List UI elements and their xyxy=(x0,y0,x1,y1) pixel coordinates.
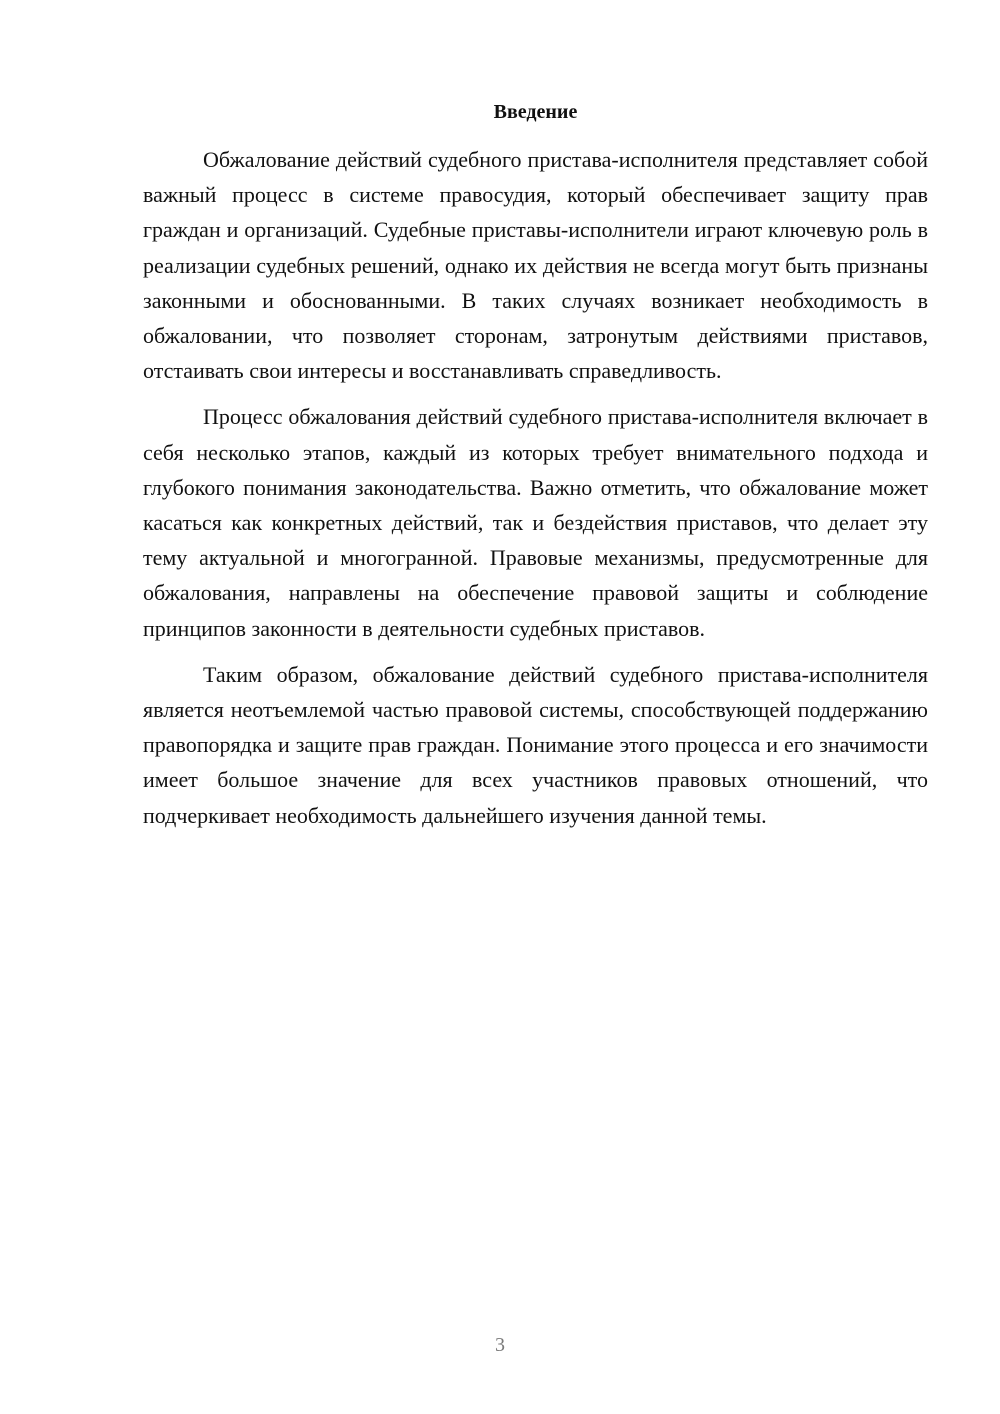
page-number: 3 xyxy=(495,1334,505,1356)
section-title: Введение xyxy=(493,101,578,123)
paragraph-2: Процесс обжалования действий судебного пристава-исполнителя включает в себя несколько этапов, каждый из которых требует внимательного подхода и глубокого понимания законодательства. Важно отметить, что обжалование может касаться как конкретных действий, так и бездействия приставов, что делает эту тему актуальной и многогранной. Правовые механизмы, предусмотренные для обжалования, направлены на обеспечение правовой защиты и соблюдение принципов законности в деятельности судебных приставов. xyxy=(143,404,928,641)
paragraph-1: Обжалование действий судебного пристава-исполнителя представляет собой важный процесс в системе правосудия, который обеспечивает защиту прав граждан и организаций. Судебные приставы-исполнители играют ключевую роль в реализации судебных решений, однако их действия не всегда могут быть признаны законными и обоснованными. В таких случаях возникает необходимость в обжаловании, что позволяет сторонам, затронутым действиями приставов, отстаивать свои интересы и восстанавливать справедливость. xyxy=(143,147,928,384)
page-content xyxy=(143,94,928,833)
paragraph-3: Таким образом, обжалование действий судебного пристава-исполнителя является неотъемлемой частью правовой системы, способствующей поддержанию правопорядка и защите прав граждан. Понимание этого процесса и его значимости имеет большое значение для всех участников правовых отношений, что подчеркивает необходимость дальнейшего изучения данной темы. xyxy=(143,661,928,828)
